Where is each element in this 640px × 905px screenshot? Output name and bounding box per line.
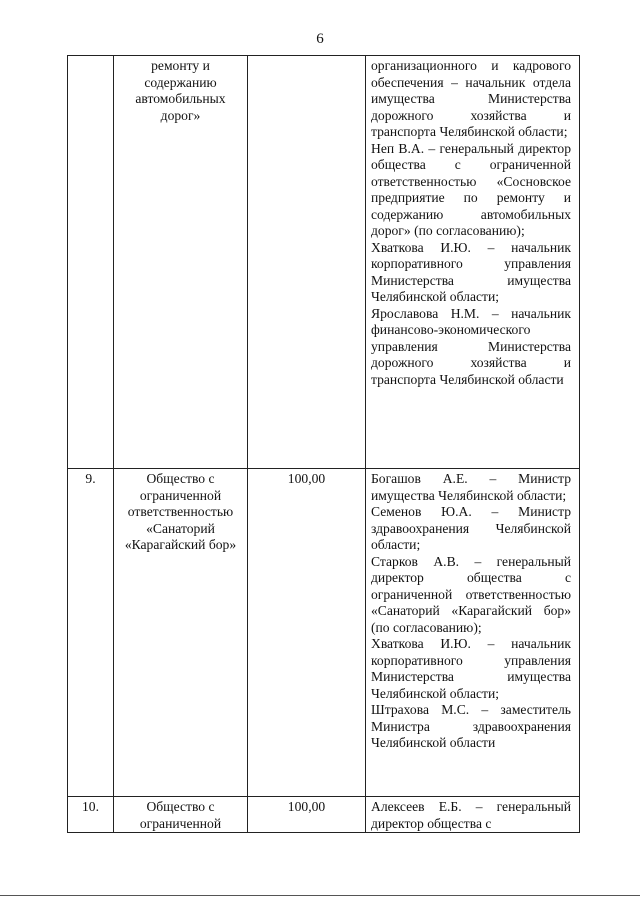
member-entry: Неп В.А. – генеральный директор общества с ограниченной ответственностью «Сосновское предприятие по ремонту и содержанию автомобильных дорог» (по согласованию);: [371, 140, 571, 238]
member-entry: организационного и кадрового обеспечения – начальник отдела имущества Министерства дорожного хозяйства и транспорта Челябинской области;: [371, 58, 571, 139]
organization-name: Общество с ограниченной ответственностью «Санаторий «Карагайский бор»: [114, 469, 248, 797]
page-number: 6: [316, 31, 324, 47]
member-entry: Ярославова Н.М. – начальник финансово-экономического управления Министерства дорожного хозяйства и транспорта Челябинской области: [371, 305, 571, 387]
state-share: [248, 56, 366, 469]
organization-name: ремонту и содержанию автомобильных дорог»: [114, 56, 248, 469]
members-cell: [366, 469, 580, 797]
member-entry: Хваткова И.Ю. – начальник корпоративного управления Министерства имущества Челябинской области;: [371, 239, 571, 304]
organization-name: Общество с ограниченной: [114, 797, 248, 833]
member-entry: Старков А.В. – генеральный директор общества с ограниченной ответственностью «Санаторий «Карагайский бор» (по согласованию);: [371, 553, 571, 635]
table-row: [68, 469, 580, 797]
state-share: 100,00: [248, 469, 366, 797]
page-bottom-rule: [0, 895, 640, 896]
members-cell: [366, 56, 580, 469]
commission-table: [67, 55, 580, 833]
table-row: [68, 56, 580, 469]
state-share: 100,00: [248, 797, 366, 833]
row-number: [68, 56, 114, 469]
table-row: [68, 797, 580, 833]
member-entry: Семенов Ю.А. – Министр здравоохранения Челябинской области;: [371, 504, 571, 552]
member-entry: Алексеев Е.Б. – генеральный директор общества с: [371, 799, 571, 831]
member-entry: Штрахова М.С. – заместитель Министра здравоохранения Челябинской области: [371, 702, 571, 750]
row-number: 9.: [68, 469, 114, 797]
member-entry: Хваткова И.Ю. – начальник корпоративного управления Министерства имущества Челябинской области;: [371, 636, 571, 701]
member-entry: Богашов А.Е. – Министр имущества Челябинской области;: [371, 471, 571, 503]
row-number: 10.: [68, 797, 114, 833]
members-cell: [366, 797, 580, 833]
